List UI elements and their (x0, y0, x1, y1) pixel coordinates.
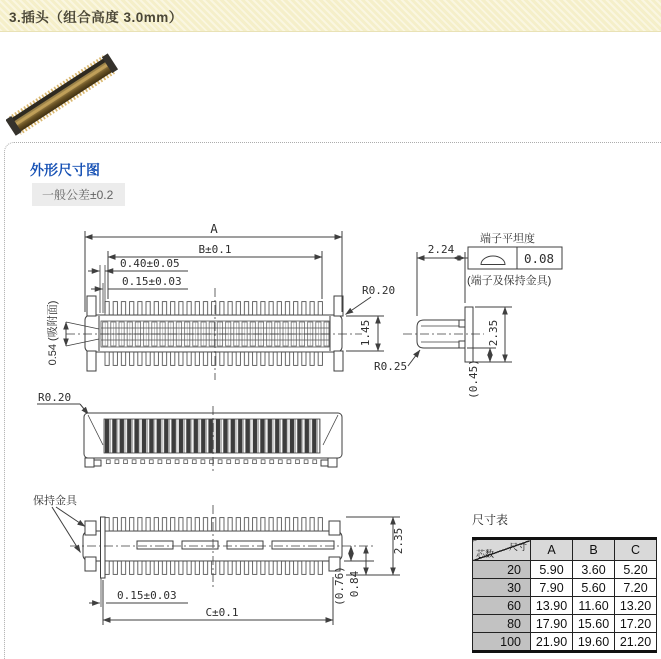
dim-label-045: (0.45) (467, 359, 480, 399)
flatness-title: 端子平坦度 (480, 233, 535, 245)
corner-label-size: 尺寸 (508, 542, 527, 552)
value-c: 13.20 (615, 597, 657, 615)
general-tolerance-badge: 一般公差±0.2 (32, 183, 125, 206)
value-a: 13.90 (531, 597, 573, 615)
table-row (473, 615, 657, 633)
dimension-table-section (472, 511, 657, 653)
pin-count-cell: 20 (473, 561, 531, 579)
value-b: 15.60 (573, 615, 615, 633)
dim-label-a: A (210, 221, 218, 236)
front-view-drawing (37, 404, 342, 473)
dim-label-224: 2.24 (427, 243, 455, 256)
flatness-note: (端子及保持金具) (467, 275, 552, 287)
value-a: 21.90 (531, 633, 573, 652)
dim-label-015-top: 0.15±0.03 (122, 275, 182, 288)
panel-title: 外形尺寸图 (30, 162, 100, 178)
table-row (473, 561, 657, 579)
radius-label-r025: R0.25 (374, 360, 408, 373)
value-c: 17.20 (615, 615, 657, 633)
dimension-table-title: 尺寸表 (472, 513, 509, 527)
value-b: 5.60 (573, 579, 615, 597)
value-c: 5.20 (615, 561, 657, 579)
section-title: 3.插头（组合高度 3.0mm） (9, 9, 183, 25)
value-b: 3.60 (573, 561, 615, 579)
table-header-row (473, 539, 657, 561)
retention-fitting-label: 保持金具 (33, 495, 77, 507)
dim-label-076: (0.76) (333, 566, 346, 606)
value-a: 7.90 (531, 579, 573, 597)
value-b: 19.60 (573, 633, 615, 652)
dimension-table (472, 537, 657, 653)
table-row (473, 597, 657, 615)
value-a: 17.90 (531, 615, 573, 633)
dim-label-015-bottom: 0.15±0.03 (117, 589, 177, 602)
radius-label-r020-front: R0.20 (38, 391, 72, 404)
column-header-b: B (573, 539, 615, 561)
dim-label-c: C±0.1 (205, 606, 239, 619)
dim-label-235-side: 2.35 (487, 319, 500, 347)
table-row (473, 633, 657, 652)
value-b: 11.60 (573, 597, 615, 615)
value-a: 5.90 (531, 561, 573, 579)
table-corner-cell (473, 539, 531, 561)
dim-label-235-bottom: 2.35 (392, 527, 405, 555)
corner-label-pins: 芯数 (476, 549, 495, 559)
radius-label-r020-top: R0.20 (362, 284, 396, 297)
pin-count-cell: 80 (473, 615, 531, 633)
dim-label-b: B±0.1 (198, 243, 232, 256)
dim-label-145: 1.45 (359, 319, 372, 347)
dim-label-084: 0.84 (348, 570, 361, 598)
value-c: 7.20 (615, 579, 657, 597)
column-header-a: A (531, 539, 573, 561)
value-c: 21.20 (615, 633, 657, 652)
dim-label-054-suction: 0.54 (吸附面) (47, 300, 59, 366)
dim-label-040: 0.40±0.05 (120, 257, 180, 270)
table-row (473, 579, 657, 597)
pin-count-cell: 60 (473, 597, 531, 615)
pin-count-cell: 30 (473, 579, 531, 597)
flatness-value: 0.08 (523, 251, 555, 266)
column-header-c: C (615, 539, 657, 561)
pin-count-cell: 100 (473, 633, 531, 652)
